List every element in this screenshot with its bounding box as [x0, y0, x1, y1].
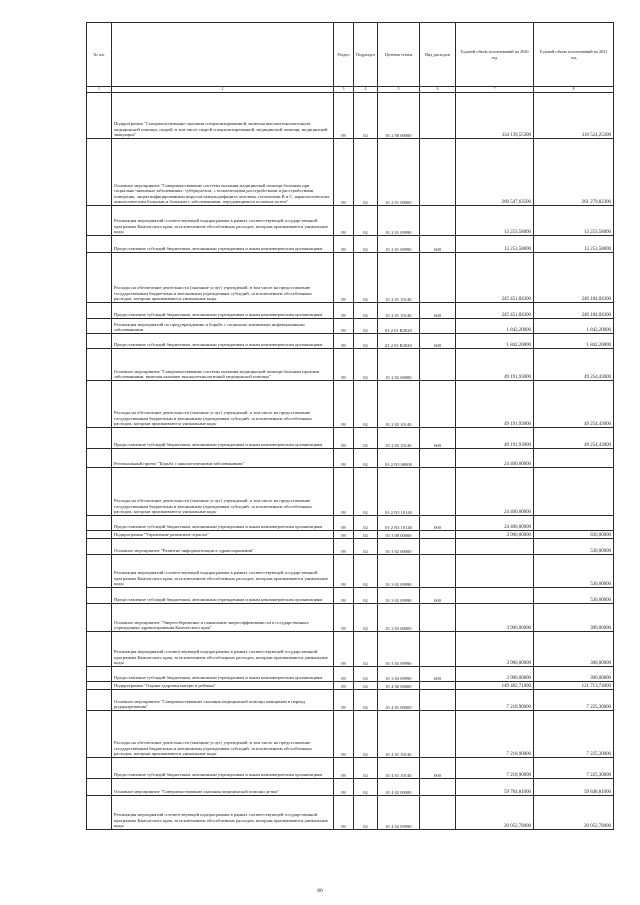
cell-name: Расходы на обеспечение деятельности (оказание услуг) учреждений, в том числе на предоставление государственным бюджетным и автономным учреждениям субсидий, за исключением обособленных расходов, которым присваиваются уникальные коды [112, 253, 334, 303]
cell-number [87, 604, 112, 632]
cell-number [87, 555, 112, 588]
cell-razdel: 09 [334, 667, 354, 682]
cell-razdel: 09 [334, 632, 354, 667]
table-row [87, 796, 614, 830]
cell-name: Реализация мероприятий соответствующей подпрограммы в рамках соответствующей государственной программы Камчатского края, за исключением обособленных расходов, которым присваиваются уникальные коды [112, 632, 334, 667]
cell-podrazdel: 02 [354, 588, 378, 604]
cell-statya: 01 2 N3 00000 [378, 449, 420, 468]
page-number: 80 [317, 888, 323, 894]
cell-razdel: 09 [334, 381, 354, 428]
table-row [87, 206, 614, 236]
cell-name: Предоставление субсидий бюджетным, автономным учреждениям и иным некоммерческим организациям [112, 334, 334, 349]
column-number: 6 [420, 87, 456, 93]
cell-name: Предоставление субсидий бюджетным, автономным учреждениям и иным некоммерческим организациям [112, 667, 334, 682]
cell-vid [420, 690, 456, 711]
cell-podrazdel: 02 [354, 758, 378, 779]
cell-statya: 01 3 00 00000 [378, 531, 420, 539]
cell-vid [420, 539, 456, 555]
table-row [87, 516, 614, 531]
cell-razdel: 09 [334, 682, 354, 690]
cell-number [87, 206, 112, 236]
cell-statya: 01 4 02 00000 [378, 779, 420, 796]
cell-amount-2020: 24 400,00000 [456, 449, 534, 468]
cell-amount-2020: 3 900,00000 [456, 632, 534, 667]
cell-statya: 01 2 00 00000 [378, 93, 420, 139]
cell-number [87, 253, 112, 303]
cell-razdel: 09 [334, 468, 354, 516]
cell-razdel: 09 [334, 588, 354, 604]
header-statya: Целевая статья [378, 23, 420, 87]
cell-amount-2020: 7 218,90000 [456, 690, 534, 711]
cell-amount-2021: 530,00000 [534, 588, 614, 604]
cell-podrazdel: 02 [354, 632, 378, 667]
cell-razdel: 09 [334, 303, 354, 319]
cell-podrazdel: 02 [354, 93, 378, 139]
cell-amount-2020 [456, 588, 534, 604]
header-number: № п/п [87, 23, 112, 87]
cell-statya: 01 3 02 00000 [378, 539, 420, 555]
cell-vid [420, 449, 456, 468]
cell-statya: 01 4 00 00000 [378, 682, 420, 690]
cell-name: Предоставление субсидий бюджетным, автономным учреждениям и иным некоммерческим организациям [112, 428, 334, 449]
table-row [87, 449, 614, 468]
cell-vid: 600 [420, 758, 456, 779]
cell-podrazdel: 02 [354, 381, 378, 428]
cell-vid [420, 468, 456, 516]
cell-number [87, 632, 112, 667]
cell-number [87, 349, 112, 381]
cell-amount-2020: 49 191,93000 [456, 349, 534, 381]
cell-amount-2021: 59 848,81000 [534, 779, 614, 796]
cell-amount-2020: 7 218,90000 [456, 758, 534, 779]
cell-amount-2021: 310 524,25300 [534, 93, 614, 139]
table-row [87, 555, 614, 588]
cell-amount-2020: 24 400,00000 [456, 516, 534, 531]
cell-name: Основное мероприятие "Энергосбережение и повышение энергоэффективности в государственных учреждениях здравоохранения Камчатского края" [112, 604, 334, 632]
cell-podrazdel: 02 [354, 667, 378, 682]
cell-amount-2021 [534, 516, 614, 531]
cell-name: Подпрограмма "Охрана здоровья матери и ребенка" [112, 682, 334, 690]
cell-vid: 600 [420, 236, 456, 253]
cell-statya: 01 2 01 R2020 [378, 319, 420, 334]
cell-amount-2021: 49 254,43000 [534, 428, 614, 449]
header-podrazdel: Подраздел [354, 23, 378, 87]
cell-podrazdel: 02 [354, 253, 378, 303]
budget-table [86, 22, 614, 830]
cell-vid: 600 [420, 428, 456, 449]
cell-number [87, 319, 112, 334]
cell-statya: 01 2 01 10140 [378, 303, 420, 319]
cell-number [87, 758, 112, 779]
table-row [87, 303, 614, 319]
cell-number [87, 667, 112, 682]
cell-number [87, 516, 112, 531]
cell-razdel: 09 [334, 206, 354, 236]
cell-vid [420, 206, 456, 236]
cell-amount-2021: 300,00000 [534, 632, 614, 667]
cell-razdel: 09 [334, 711, 354, 758]
cell-amount-2020: 49 191,93000 [456, 381, 534, 428]
cell-statya: 01 2 01 R2020 [378, 334, 420, 349]
cell-razdel: 09 [334, 93, 354, 139]
table-row [87, 93, 614, 139]
cell-statya: 01 2 01 10140 [378, 253, 420, 303]
cell-razdel: 09 [334, 139, 354, 206]
table-row [87, 758, 614, 779]
header-vid: Вид расходов [420, 23, 456, 87]
cell-vid [420, 93, 456, 139]
cell-vid: 600 [420, 516, 456, 531]
cell-statya: 01 3 03 00000 [378, 604, 420, 632]
table-row [87, 632, 614, 667]
cell-amount-2021 [534, 468, 614, 516]
cell-statya: 01 4 01 10140 [378, 758, 420, 779]
cell-podrazdel: 02 [354, 449, 378, 468]
cell-name: Реализация мероприятий соответствующей подпрограммы в рамках соответствующей государственной программы Камчатского края, за исключением обособленных расходов, которым присваиваются уникальные коды [112, 206, 334, 236]
cell-amount-2021: 7 225,30000 [534, 711, 614, 758]
cell-vid: 600 [420, 588, 456, 604]
table-row [87, 588, 614, 604]
cell-number [87, 139, 112, 206]
cell-podrazdel: 02 [354, 428, 378, 449]
cell-name: Предоставление субсидий бюджетным, автономным учреждениям и иным некоммерческим организациям [112, 758, 334, 779]
cell-vid [420, 253, 456, 303]
column-number: 4 [354, 87, 378, 93]
cell-amount-2020: 1 842,20000 [456, 319, 534, 334]
cell-razdel: 09 [334, 428, 354, 449]
table-row [87, 428, 614, 449]
cell-amount-2020: 3 900,00000 [456, 531, 534, 539]
cell-statya: 01 3 02 09990 [378, 555, 420, 588]
cell-statya: 01 4 01 10140 [378, 711, 420, 758]
cell-name: Основное мероприятие "Совершенствование оказания медицинской помощи детям" [112, 779, 334, 796]
cell-razdel: 09 [334, 319, 354, 334]
column-number: 7 [456, 87, 534, 93]
cell-number [87, 690, 112, 711]
cell-name: Основное мероприятие "Совершенствование системы оказания медицинской помощи больным при социально-значимых заболеваниях: туберкулезом, с психическими расстройствами и расстройствами поведения, лицам инфицированным вирусом иммунодефицита человека, гепатитами В и С, наркологическим, онкологическим больным и больным с заболеваниями, передающимися половым путем" [112, 139, 334, 206]
cell-statya: 01 2 02 10140 [378, 381, 420, 428]
cell-razdel: 09 [334, 555, 354, 588]
cell-vid [420, 139, 456, 206]
cell-amount-2020 [456, 539, 534, 555]
header-2021: Годовой объем ассигнований на 2021 год [534, 23, 614, 87]
cell-razdel: 09 [334, 796, 354, 830]
cell-podrazdel: 02 [354, 349, 378, 381]
cell-name: Предоставление субсидий бюджетным, автономным учреждениям и иным некоммерческим организациям [112, 236, 334, 253]
cell-statya: 01 2 02 00000 [378, 349, 420, 381]
table-row [87, 334, 614, 349]
header-name [112, 23, 334, 87]
cell-podrazdel: 02 [354, 303, 378, 319]
cell-vid [420, 319, 456, 334]
header-2020: Годовой объем ассигнований на 2020 год [456, 23, 534, 87]
table-row [87, 779, 614, 796]
table-row [87, 667, 614, 682]
cell-name: Расходы на обеспечение деятельности (оказание услуг) учреждений, в том числе на предоставление государственным бюджетным и автономным учреждениям субсидий, за исключением обособленных расходов, которым присваиваются уникальные коды [112, 381, 334, 428]
cell-razdel: 09 [334, 516, 354, 531]
cell-podrazdel: 02 [354, 319, 378, 334]
cell-name: Предоставление субсидий бюджетным, автономным учреждениям и иным некоммерческим организациям [112, 516, 334, 531]
cell-amount-2020: 3 900,00000 [456, 667, 534, 682]
cell-podrazdel: 02 [354, 604, 378, 632]
cell-vid [420, 555, 456, 588]
cell-razdel: 09 [334, 604, 354, 632]
cell-amount-2021: 20 052,78000 [534, 796, 614, 830]
cell-amount-2020: 1 842,20000 [456, 334, 534, 349]
cell-number [87, 682, 112, 690]
cell-name: Подпрограмма "Совершенствование оказания специализированной, включая высокотехнологичную, медицинской помощи, скорой, в том числе скорой специализированной, медицинской помощи, медицинской эвакуации" [112, 93, 334, 139]
cell-amount-2021: 300,00000 [534, 667, 614, 682]
cell-number [87, 334, 112, 349]
cell-statya: 01 2 01 09990 [378, 236, 420, 253]
cell-number [87, 303, 112, 319]
cell-number [87, 796, 112, 830]
cell-number [87, 93, 112, 139]
cell-vid [420, 779, 456, 796]
cell-statya: 01 4 02 09990 [378, 796, 420, 830]
cell-podrazdel: 02 [354, 516, 378, 531]
cell-podrazdel: 02 [354, 682, 378, 690]
cell-podrazdel: 02 [354, 539, 378, 555]
cell-amount-2020: 7 218,90000 [456, 711, 534, 758]
table-row [87, 604, 614, 632]
table-row [87, 349, 614, 381]
table-row [87, 711, 614, 758]
cell-statya: 01 3 03 09990 [378, 632, 420, 667]
cell-podrazdel: 02 [354, 690, 378, 711]
cell-razdel: 09 [334, 449, 354, 468]
cell-razdel: 09 [334, 349, 354, 381]
cell-name: Основное мероприятие "Совершенствование системы оказания медицинской помощи больным прочими заболеваниями, включая оказание высокотехнологичной медицинской помощи" [112, 349, 334, 381]
cell-podrazdel: 02 [354, 779, 378, 796]
column-number: 2 [112, 87, 334, 93]
cell-amount-2021 [534, 449, 614, 468]
cell-number [87, 531, 112, 539]
cell-amount-2021: 7 225,30000 [534, 758, 614, 779]
cell-amount-2020 [456, 555, 534, 588]
table-row [87, 236, 614, 253]
cell-statya: 01 2 N3 10140 [378, 468, 420, 516]
cell-podrazdel: 02 [354, 236, 378, 253]
cell-number [87, 588, 112, 604]
cell-vid [420, 632, 456, 667]
cell-amount-2020: 260 547,62500 [456, 139, 534, 206]
cell-vid: 600 [420, 334, 456, 349]
cell-razdel: 09 [334, 236, 354, 253]
cell-name: Реализация мероприятий по предупреждению и борьбе с социально значимыми инфекционными заболеваниями [112, 319, 334, 334]
cell-amount-2021: 13 253,58000 [534, 206, 614, 236]
cell-vid: 600 [420, 667, 456, 682]
cell-amount-2020: 334 139,55300 [456, 93, 534, 139]
table-body [87, 93, 614, 830]
cell-podrazdel: 02 [354, 711, 378, 758]
cell-vid [420, 796, 456, 830]
cell-vid [420, 682, 456, 690]
cell-podrazdel: 02 [354, 334, 378, 349]
cell-number [87, 428, 112, 449]
cell-razdel: 09 [334, 779, 354, 796]
cell-amount-2020: 149 482,71000 [456, 682, 534, 690]
cell-vid [420, 349, 456, 381]
cell-amount-2020: 20 052,78000 [456, 796, 534, 830]
cell-amount-2021: 121 713,74000 [534, 682, 614, 690]
column-number: 5 [378, 87, 420, 93]
cell-amount-2020: 49 191,93000 [456, 428, 534, 449]
header-razdel: Раздел [334, 23, 354, 87]
cell-number [87, 711, 112, 758]
cell-vid: 600 [420, 303, 456, 319]
table-row [87, 690, 614, 711]
cell-amount-2021: 830,00000 [534, 531, 614, 539]
table-row [87, 319, 614, 334]
table-row [87, 253, 614, 303]
cell-amount-2021: 49 254,43000 [534, 349, 614, 381]
cell-razdel: 09 [334, 539, 354, 555]
cell-number [87, 468, 112, 516]
cell-amount-2020: 59 764,81000 [456, 779, 534, 796]
cell-razdel: 09 [334, 690, 354, 711]
cell-amount-2021: 246 184,04300 [534, 253, 614, 303]
table-row [87, 682, 614, 690]
table-row [87, 468, 614, 516]
cell-vid [420, 531, 456, 539]
table-row [87, 539, 614, 555]
cell-name: Расходы на обеспечение деятельности (оказание услуг) учреждений, в том числе на предоставление государственным бюджетным и автономным учреждениям субсидий, за исключением обособленных расходов, которым присваиваются уникальные коды [112, 468, 334, 516]
cell-podrazdel: 02 [354, 206, 378, 236]
cell-amount-2021: 261 279,82300 [534, 139, 614, 206]
cell-name: Основное мероприятие "Совершенствование оказания медицинской помощи женщинам в период родоразрешения" [112, 690, 334, 711]
cell-razdel: 09 [334, 758, 354, 779]
cell-podrazdel: 02 [354, 796, 378, 830]
cell-amount-2020: 13 253,58000 [456, 236, 534, 253]
cell-razdel: 09 [334, 253, 354, 303]
table-row [87, 531, 614, 539]
cell-razdel: 09 [334, 334, 354, 349]
cell-vid [420, 711, 456, 758]
cell-amount-2021: 1 842,20000 [534, 334, 614, 349]
cell-name: Основное мероприятие "Развитие информатизации в здравоохранении" [112, 539, 334, 555]
cell-name: Предоставление субсидий бюджетным, автономным учреждениям и иным некоммерческим организациям [112, 588, 334, 604]
cell-number [87, 449, 112, 468]
cell-podrazdel: 02 [354, 139, 378, 206]
cell-amount-2021: 1 842,20000 [534, 319, 614, 334]
cell-amount-2020: 245 451,84300 [456, 253, 534, 303]
column-number: 1 [87, 87, 112, 93]
cell-statya: 01 3 02 09990 [378, 588, 420, 604]
cell-number [87, 779, 112, 796]
cell-name: Расходы на обеспечение деятельности (оказание услуг) учреждений, в том числе на предоставление государственным бюджетным и автономным учреждениям субсидий, за исключением обособленных расходов, которым присваиваются уникальные коды [112, 711, 334, 758]
table-row [87, 381, 614, 428]
cell-statya: 01 2 02 10140 [378, 428, 420, 449]
cell-name: Предоставление субсидий бюджетным, автономным учреждениям и иным некоммерческим организациям [112, 303, 334, 319]
cell-podrazdel: 02 [354, 555, 378, 588]
cell-amount-2021: 49 254,43000 [534, 381, 614, 428]
cell-number [87, 539, 112, 555]
cell-statya: 01 4 01 00000 [378, 690, 420, 711]
cell-podrazdel: 02 [354, 468, 378, 516]
cell-number [87, 236, 112, 253]
cell-statya: 01 2 01 09990 [378, 206, 420, 236]
cell-amount-2021: 7 225,30000 [534, 690, 614, 711]
cell-amount-2021: 13 253,58000 [534, 236, 614, 253]
cell-vid [420, 381, 456, 428]
column-number: 8 [534, 87, 614, 93]
cell-amount-2020: 24 400,00000 [456, 468, 534, 516]
cell-statya: 01 2 01 00000 [378, 139, 420, 206]
cell-amount-2021: 246 184,04300 [534, 303, 614, 319]
cell-amount-2020: 3 900,00000 [456, 604, 534, 632]
cell-amount-2021: 530,00000 [534, 539, 614, 555]
cell-podrazdel: 02 [354, 531, 378, 539]
cell-amount-2020: 13 253,58000 [456, 206, 534, 236]
cell-amount-2021: 530,00000 [534, 555, 614, 588]
cell-vid [420, 604, 456, 632]
cell-amount-2020: 245 451,84300 [456, 303, 534, 319]
cell-razdel: 09 [334, 531, 354, 539]
cell-name: Подпрограмма "Управление развитием отрасли" [112, 531, 334, 539]
cell-name: Региональный проект "Борьба с онкологическими заболеваниями" [112, 449, 334, 468]
cell-statya: 01 3 03 09990 [378, 667, 420, 682]
cell-name: Реализация мероприятий соответствующей подпрограммы в рамках соответствующей государственной программы Камчатского края, за исключением обособленных расходов, которым присваиваются уникальные коды [112, 555, 334, 588]
cell-name: Реализация мероприятий соответствующей подпрограммы в рамках соответствующей государственной программы Камчатского края, за исключением обособленных расходов, которым присваиваются уникальные коды [112, 796, 334, 830]
cell-number [87, 381, 112, 428]
cell-statya: 01 2 N3 10140 [378, 516, 420, 531]
table-row [87, 139, 614, 206]
column-number: 3 [334, 87, 354, 93]
cell-amount-2021: 300,00000 [534, 604, 614, 632]
header-row [87, 23, 614, 87]
